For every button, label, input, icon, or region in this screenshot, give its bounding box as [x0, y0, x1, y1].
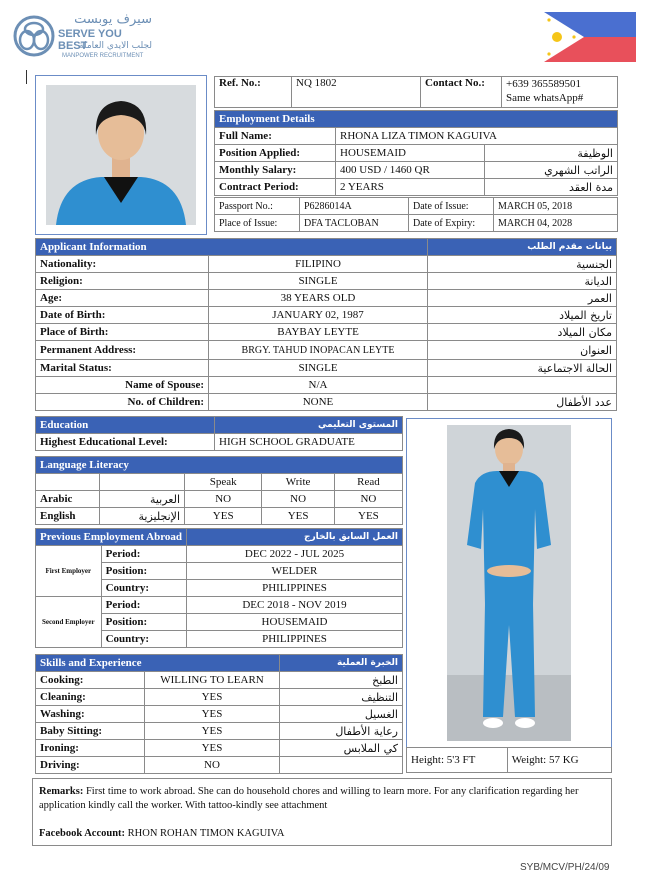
row-label-ar: تاريخ الميلاد: [428, 307, 617, 324]
table-row: [36, 597, 403, 614]
skill-label-ar: الطبخ: [280, 672, 403, 689]
table-row: [36, 377, 617, 394]
col-write: Write: [262, 474, 334, 491]
table-row: [215, 162, 618, 179]
brand-tagline-ar: لجلب الايدي العاملة: [79, 41, 152, 51]
col-read: Read: [334, 474, 402, 491]
row-label: Place of Birth:: [36, 324, 209, 341]
row-label: Position Applied:: [215, 145, 336, 162]
row-value: NONE: [209, 394, 428, 411]
country-label: Country:: [101, 631, 186, 648]
ref-value: NQ 1802: [292, 77, 421, 108]
row-value: SINGLE: [209, 273, 428, 290]
table-row: [36, 307, 617, 324]
position-label: Position:: [101, 563, 186, 580]
passport-no-value: P6286014A: [300, 198, 409, 215]
passport-no-label: Passport No.:: [215, 198, 300, 215]
issue-date-value: MARCH 05, 2018: [494, 198, 618, 215]
table-row: [36, 434, 403, 451]
table-row: [36, 706, 403, 723]
skill-label: Baby Sitting:: [36, 723, 145, 740]
employment-title: Employment Details: [215, 111, 618, 128]
language-value: YES: [334, 508, 402, 525]
skill-label-ar: [280, 757, 403, 774]
row-label: Marital Status:: [36, 360, 209, 377]
row-label-ar: مدة العقد: [485, 179, 618, 196]
row-label-ar: الجنسية: [428, 256, 617, 273]
language-value: YES: [185, 508, 262, 525]
facebook-label: Facebook Account:: [39, 828, 126, 839]
education-table: [35, 416, 403, 451]
skill-label-ar: رعاية الأطفال: [280, 723, 403, 740]
second-employer-label: Second Employer: [36, 597, 102, 648]
logo-knot-icon: [12, 14, 56, 58]
row-label-ar: [428, 377, 617, 394]
language-label-ar: العربية: [100, 491, 185, 508]
row-label-ar: الحالة الاجتماعية: [428, 360, 617, 377]
row-label: Monthly Salary:: [215, 162, 336, 179]
brand-tagline-en: MANPOWER RECRUITMENT: [62, 53, 144, 59]
table-row: [36, 740, 403, 757]
table-row: [36, 290, 617, 307]
period-label: Period:: [101, 546, 186, 563]
row-value: BRGY. TAHUD INOPACAN LEYTE: [209, 341, 428, 360]
period-value: DEC 2018 - NOV 2019: [187, 597, 403, 614]
table-row: [36, 546, 403, 563]
language-value: NO: [185, 491, 262, 508]
row-value: HOUSEMAID: [336, 145, 485, 162]
passport-table: [214, 197, 618, 232]
height-value: Height: 5'3 FT: [407, 748, 508, 773]
footer-code: SYB/MCV/PH/24/09: [520, 862, 610, 873]
ref-label: Ref. No.:: [215, 77, 292, 108]
contact-cell: [502, 77, 618, 108]
language-table: [35, 456, 403, 525]
language-label: English: [36, 508, 100, 525]
row-label: Nationality:: [36, 256, 209, 273]
row-label: No. of Children:: [36, 394, 209, 411]
table-row: [36, 394, 617, 411]
position-value: HOUSEMAID: [187, 614, 403, 631]
previous-title: Previous Employment Abroad: [36, 529, 187, 546]
row-value: 38 YEARS OLD: [209, 290, 428, 307]
table-row: [36, 508, 403, 525]
period-value: DEC 2022 - JUL 2025: [187, 546, 403, 563]
skills-title-ar: الخبرة العملية: [280, 655, 403, 672]
full-body-photo-frame: [406, 418, 612, 748]
first-employer-label: First Employer: [36, 546, 102, 597]
remarks-text: First time to work abroad. She can do household chores and willing to learn more. For any clarification regarding her application kindly call the worker. With tattoo-kindly see attachment: [39, 786, 579, 811]
full-name-value: RHONA LIZA TIMON KAGUIVA: [336, 128, 618, 145]
language-value: NO: [334, 491, 402, 508]
previous-employment-table: [35, 528, 403, 648]
row-label-ar: العمر: [428, 290, 617, 307]
row-label: Religion:: [36, 273, 209, 290]
row-value: 2 YEARS: [336, 179, 485, 196]
education-title: Education: [36, 417, 215, 434]
row-value: N/A: [209, 377, 428, 394]
expiry-date-label: Date of Expiry:: [409, 215, 494, 232]
row-label-ar: الراتب الشهري: [485, 162, 618, 179]
portrait-photo-frame: [35, 75, 207, 235]
applicant-title: Applicant Information: [36, 239, 428, 256]
table-row: [407, 748, 612, 773]
table-row: [36, 256, 617, 273]
table-row: [36, 672, 403, 689]
row-value: SINGLE: [209, 360, 428, 377]
row-label: Full Name:: [215, 128, 336, 145]
place-of-issue-label: Place of Issue:: [215, 215, 300, 232]
brand-name-en: SERVE YOU BEST: [58, 28, 122, 52]
brand-logo: [12, 12, 152, 62]
philippines-flag-icon: [544, 12, 636, 62]
skill-label-ar: التنظيف: [280, 689, 403, 706]
language-value: NO: [262, 491, 334, 508]
row-value: 400 USD / 1460 QR: [336, 162, 485, 179]
row-label: Name of Spouse:: [36, 377, 209, 394]
table-row: [36, 474, 403, 491]
applicant-title-ar: بيانات مقدم الطلب: [428, 239, 617, 256]
table-row: [36, 273, 617, 290]
country-label: Country:: [101, 580, 186, 597]
row-label-ar: الوظيفة: [485, 145, 618, 162]
table-row: [36, 491, 403, 508]
education-label: Highest Educational Level:: [36, 434, 215, 451]
skills-table: [35, 654, 403, 774]
portrait-photo: [46, 85, 196, 225]
table-row: [36, 689, 403, 706]
remarks-box: [32, 778, 612, 846]
brand-name-ar: سيرف يوبست: [74, 12, 152, 27]
row-label: Permanent Address:: [36, 341, 209, 360]
row-value: FILIPINO: [209, 256, 428, 273]
language-title: Language Literacy: [36, 457, 403, 474]
table-row: [36, 360, 617, 377]
table-row: [215, 179, 618, 196]
table-row: [36, 757, 403, 774]
employment-table: [214, 110, 618, 196]
skill-label: Cleaning:: [36, 689, 145, 706]
applicant-table: [35, 238, 617, 411]
col-speak: Speak: [185, 474, 262, 491]
expiry-date-value: MARCH 04, 2028: [494, 215, 618, 232]
skill-label: Driving:: [36, 757, 145, 774]
row-label-ar: العنوان: [428, 341, 617, 360]
table-row: [215, 215, 618, 232]
position-value: WELDER: [187, 563, 403, 580]
skill-value: WILLING TO LEARN: [145, 672, 280, 689]
table-row: [215, 128, 618, 145]
table-row: [215, 145, 618, 162]
education-value: HIGH SCHOOL GRADUATE: [215, 434, 403, 451]
language-label-ar: الإنجليزية: [100, 508, 185, 525]
row-value: JANUARY 02, 1987: [209, 307, 428, 324]
facebook-value: RHON ROHAN TIMON KAGUIVA: [127, 828, 285, 839]
period-label: Period:: [101, 597, 186, 614]
table-row: [215, 198, 618, 215]
table-row: [36, 324, 617, 341]
remarks-paragraph: [33, 779, 611, 813]
row-label: Contract Period:: [215, 179, 336, 196]
country-value: PHILIPPINES: [187, 580, 403, 597]
full-body-photo: [447, 425, 571, 741]
row-label-ar: مكان الميلاد: [428, 324, 617, 341]
language-value: YES: [262, 508, 334, 525]
remarks-label: Remarks:: [39, 786, 84, 797]
table-row: [36, 723, 403, 740]
skill-label: Washing:: [36, 706, 145, 723]
skill-label: Ironing:: [36, 740, 145, 757]
issue-date-label: Date of Issue:: [409, 198, 494, 215]
skill-label-ar: الغسيل: [280, 706, 403, 723]
weight-value: Weight: 57 KG: [507, 748, 611, 773]
skill-value: YES: [145, 689, 280, 706]
row-label-ar: الديانة: [428, 273, 617, 290]
table-row: [36, 341, 617, 360]
row-label-ar: عدد الأطفال: [428, 394, 617, 411]
row-label: Date of Birth:: [36, 307, 209, 324]
body-measure-table: [406, 747, 612, 773]
education-title-ar: المستوى التعليمي: [215, 417, 403, 434]
skill-value: YES: [145, 740, 280, 757]
contact-value: +639 365589501: [506, 78, 581, 90]
contact-note: Same whatsApp#: [506, 92, 584, 104]
margin-mark: [26, 70, 27, 84]
skill-value: NO: [145, 757, 280, 774]
reference-table: [214, 76, 618, 108]
row-value: BAYBAY LEYTE: [209, 324, 428, 341]
skill-value: YES: [145, 723, 280, 740]
language-label: Arabic: [36, 491, 100, 508]
facebook-line: [39, 827, 285, 841]
skill-label: Cooking:: [36, 672, 145, 689]
contact-label: Contact No.:: [421, 77, 502, 108]
skill-label-ar: كي الملابس: [280, 740, 403, 757]
country-value: PHILIPPINES: [187, 631, 403, 648]
skill-value: YES: [145, 706, 280, 723]
place-of-issue-value: DFA TACLOBAN: [300, 215, 409, 232]
previous-title-ar: العمل السابق بالخارج: [187, 529, 403, 546]
row-label: Age:: [36, 290, 209, 307]
position-label: Position:: [101, 614, 186, 631]
skills-title: Skills and Experience: [36, 655, 280, 672]
